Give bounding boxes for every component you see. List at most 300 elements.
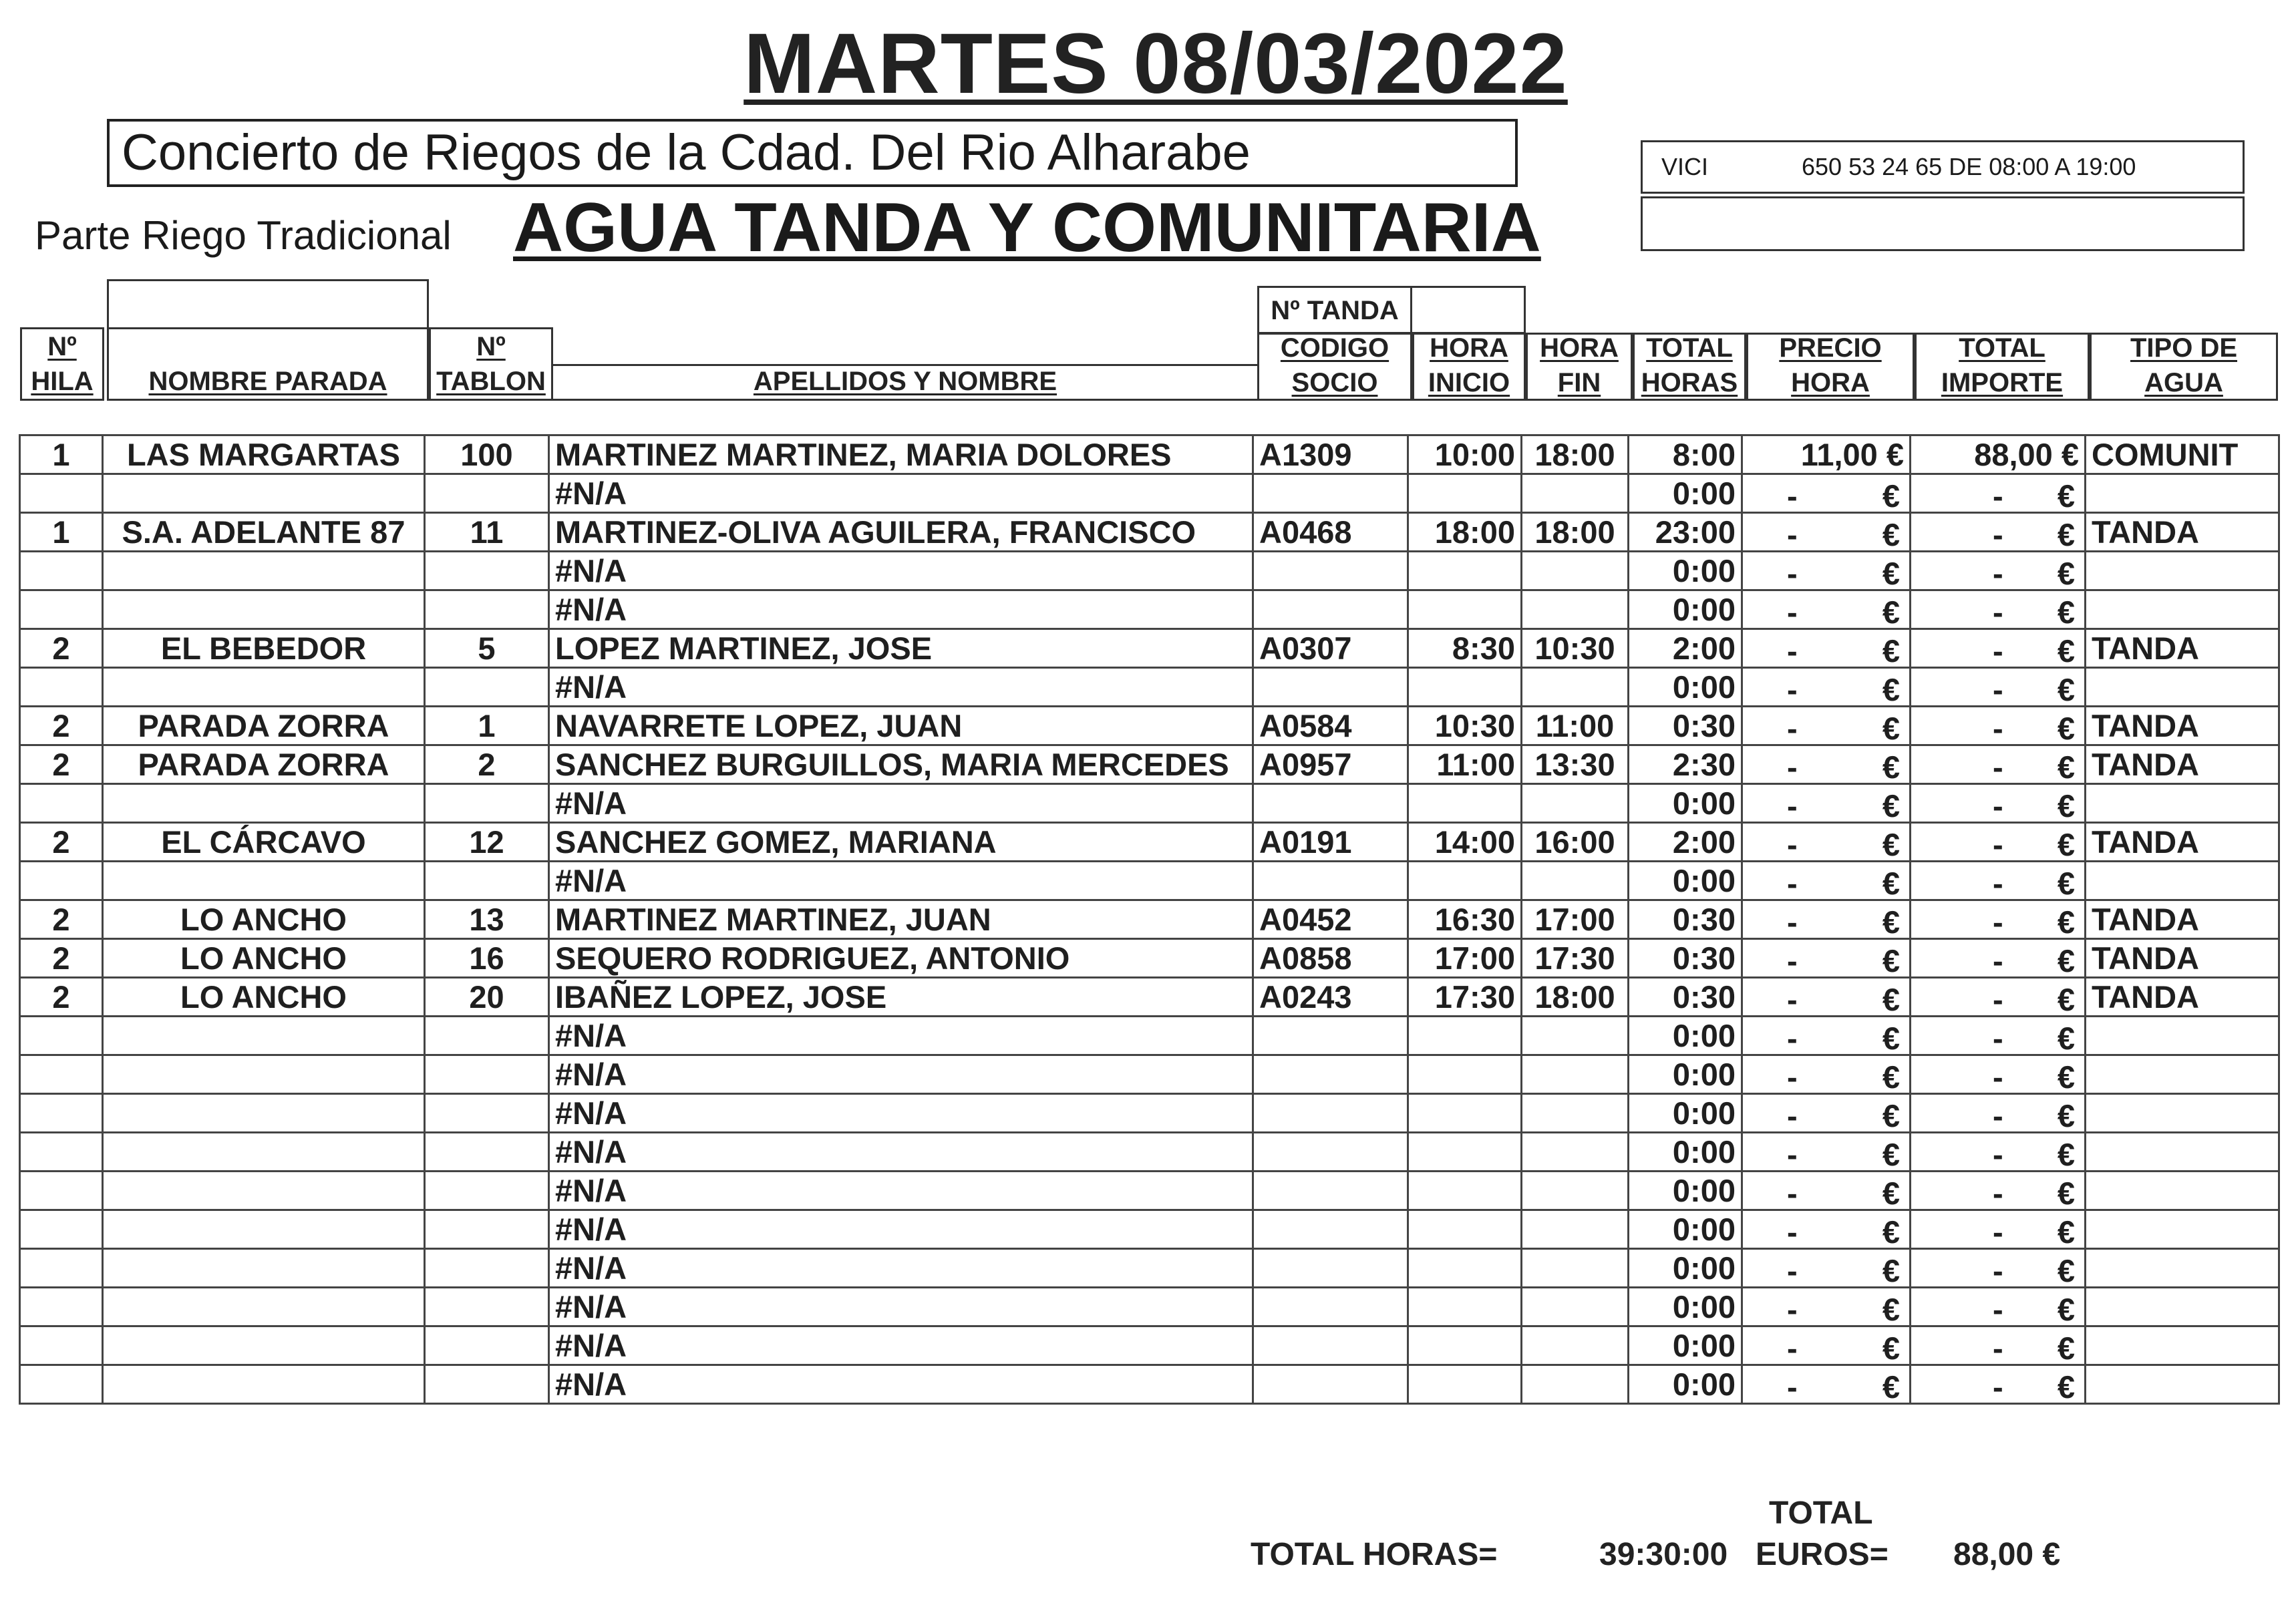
cell-hora-fin [1522, 1288, 1629, 1326]
cell-precio-hora [1742, 629, 1911, 668]
cell-tablon [425, 1017, 549, 1055]
cell-total-horas: 0:30 [1629, 900, 1742, 939]
header-inicio-1: HORA [1430, 333, 1508, 363]
cell-total-importe [1911, 474, 2086, 513]
cell-hila [20, 1094, 103, 1133]
cell-codigo [1253, 862, 1408, 900]
cell-nombre: NAVARRETE LOPEZ, JUAN [549, 707, 1253, 745]
cell-hora-inicio [1408, 1210, 1522, 1249]
cell-parada [103, 590, 425, 629]
table-row [20, 1210, 2279, 1249]
cell-tipo-agua: COMUNIT [2086, 435, 2279, 474]
cell-total-importe [1911, 1365, 2086, 1404]
cell-tablon: 100 [425, 435, 549, 474]
cell-precio-hora [1742, 1133, 1911, 1172]
cell-tablon: 16 [425, 939, 549, 978]
cell-total-horas: 0:00 [1629, 474, 1742, 513]
cell-precio-hora [1742, 668, 1911, 707]
header-codigo-3: SOCIO [1291, 368, 1378, 397]
cell-precio-hora [1742, 590, 1911, 629]
cell-nombre: #N/A [549, 1326, 1253, 1365]
cell-nombre: #N/A [549, 862, 1253, 900]
cell-nombre: #N/A [549, 1249, 1253, 1288]
cell-parada [103, 1055, 425, 1094]
cell-precio-hora [1742, 1017, 1911, 1055]
dash-placeholder: - [1993, 1176, 2003, 1210]
dash-placeholder: - [1787, 788, 1798, 823]
header-inicio-2: INICIO [1428, 368, 1510, 397]
euro-symbol: € [1882, 788, 1900, 823]
table-row [20, 513, 2279, 552]
cell-tablon [425, 552, 549, 590]
cell-parada: PARADA ZORRA [103, 707, 425, 745]
header-precio-2: HORA [1791, 368, 1870, 397]
cell-hora-inicio [1408, 590, 1522, 629]
cell-precio-hora [1742, 939, 1911, 978]
cell-nombre: MARTINEZ-OLIVA AGUILERA, FRANCISCO [549, 513, 1253, 552]
cell-hora-fin: 18:00 [1522, 513, 1629, 552]
cell-tablon: 20 [425, 978, 549, 1017]
table-row [20, 900, 2279, 939]
euro-symbol: € [2057, 1253, 2075, 1288]
header-tablon-1: Nº [476, 332, 506, 361]
table-row [20, 552, 2279, 590]
cell-precio-hora [1742, 474, 1911, 513]
cell-codigo: A0858 [1253, 939, 1408, 978]
cell-codigo [1253, 552, 1408, 590]
cell-total-importe [1911, 1094, 2086, 1133]
cell-hora-fin [1522, 1055, 1629, 1094]
total-euros-value: 88,00 € [1953, 1537, 2061, 1572]
euro-symbol: € [2057, 1330, 2075, 1365]
cell-hila [20, 590, 103, 629]
cell-tablon [425, 668, 549, 707]
dash-placeholder: - [1787, 1098, 1798, 1133]
cell-nombre: SEQUERO RODRIGUEZ, ANTONIO [549, 939, 1253, 978]
table-row [20, 1172, 2279, 1210]
cell-codigo: A0957 [1253, 745, 1408, 784]
cell-hora-inicio [1408, 1133, 1522, 1172]
table-row [20, 1094, 2279, 1133]
dash-placeholder: - [1993, 517, 2003, 552]
cell-tablon: 1 [425, 707, 549, 745]
total-horas-value: 39:30:00 [1599, 1537, 1728, 1572]
dash-placeholder: - [1993, 788, 2003, 823]
cell-tipo-agua: TANDA [2086, 900, 2279, 939]
cell-total-importe [1911, 745, 2086, 784]
dash-placeholder: - [1993, 866, 2003, 900]
cell-hila [20, 1055, 103, 1094]
table-row [20, 784, 2279, 823]
cell-total-importe [1911, 552, 2086, 590]
cell-nombre: #N/A [549, 1172, 1253, 1210]
cell-hora-fin: 16:00 [1522, 823, 1629, 862]
cell-precio-hora [1742, 823, 1911, 862]
cell-nombre: #N/A [549, 1055, 1253, 1094]
table-row [20, 707, 2279, 745]
cell-total-horas: 0:30 [1629, 978, 1742, 1017]
cell-total-horas: 8:00 [1629, 435, 1742, 474]
cell-hora-inicio [1408, 1365, 1522, 1404]
cell-tipo-agua [2086, 1365, 2279, 1404]
cell-hila: 2 [20, 823, 103, 862]
euro-symbol: € [1882, 1059, 1900, 1094]
cell-nombre: SANCHEZ BURGUILLOS, MARIA MERCEDES [549, 745, 1253, 784]
cell-parada: EL BEBEDOR [103, 629, 425, 668]
cell-precio-hora [1742, 784, 1911, 823]
dash-placeholder: - [1993, 1292, 2003, 1326]
table-row [20, 668, 2279, 707]
cell-total-importe [1911, 629, 2086, 668]
cell-hora-inicio [1408, 862, 1522, 900]
euro-symbol: € [2057, 1214, 2075, 1249]
cell-tablon [425, 862, 549, 900]
cell-nombre: #N/A [549, 1133, 1253, 1172]
cell-precio-hora [1742, 1249, 1911, 1288]
dash-placeholder: - [1993, 1098, 2003, 1133]
euro-symbol: € [2057, 1021, 2075, 1055]
cell-codigo: A0584 [1253, 707, 1408, 745]
cell-tipo-agua [2086, 1055, 2279, 1094]
euro-symbol: € [1882, 982, 1900, 1017]
cell-hora-inicio [1408, 1055, 1522, 1094]
cell-nombre: #N/A [549, 1288, 1253, 1326]
cell-tablon [425, 1172, 549, 1210]
euro-symbol: € [1882, 866, 1900, 900]
cell-total-importe [1911, 1172, 2086, 1210]
table-row [20, 1288, 2279, 1326]
table-row [20, 1365, 2279, 1404]
header-box-parada-top [107, 279, 429, 329]
cell-tipo-agua [2086, 1133, 2279, 1172]
cell-hora-fin: 18:00 [1522, 978, 1629, 1017]
cell-parada [103, 1365, 425, 1404]
euro-symbol: € [1882, 672, 1900, 707]
cell-codigo: A0468 [1253, 513, 1408, 552]
cell-hila: 1 [20, 513, 103, 552]
cell-codigo [1253, 1288, 1408, 1326]
cell-tipo-agua [2086, 1017, 2279, 1055]
header-tipo-2: AGUA [2144, 368, 2223, 397]
cell-hila: 2 [20, 707, 103, 745]
cell-total-horas: 0:30 [1629, 707, 1742, 745]
cell-tablon [425, 1055, 549, 1094]
cell-total-horas: 0:00 [1629, 784, 1742, 823]
cell-parada: LAS MARGARTAS [103, 435, 425, 474]
contact-empty-box [1641, 196, 2245, 251]
dash-placeholder: - [1993, 982, 2003, 1017]
euro-symbol: € [1882, 1137, 1900, 1172]
cell-codigo [1253, 1094, 1408, 1133]
euro-symbol: € [2057, 1176, 2075, 1210]
cell-total-importe [1911, 513, 2086, 552]
euro-symbol: € [2057, 478, 2075, 513]
cell-nombre: #N/A [549, 1017, 1253, 1055]
cell-hora-fin: 18:00 [1522, 435, 1629, 474]
euro-symbol: € [1882, 749, 1900, 784]
cell-tablon [425, 1094, 549, 1133]
cell-hora-inicio [1408, 668, 1522, 707]
cell-parada [103, 1210, 425, 1249]
header-fin-1: HORA [1540, 333, 1619, 363]
cell-tipo-agua [2086, 590, 2279, 629]
cell-total-horas: 2:00 [1629, 823, 1742, 862]
cell-total-horas: 0:00 [1629, 668, 1742, 707]
euro-symbol: € [1882, 1369, 1900, 1404]
cell-hila [20, 1326, 103, 1365]
cell-total-importe [1911, 590, 2086, 629]
dash-placeholder: - [1787, 1292, 1798, 1326]
cell-hora-fin [1522, 1210, 1629, 1249]
cell-hora-inicio: 14:00 [1408, 823, 1522, 862]
table-row [20, 590, 2279, 629]
cell-parada [103, 1326, 425, 1365]
dash-placeholder: - [1787, 1021, 1798, 1055]
cell-hora-inicio [1408, 1249, 1522, 1288]
euro-symbol: € [1882, 517, 1900, 552]
euro-symbol: € [1882, 1214, 1900, 1249]
dash-placeholder: - [1787, 556, 1798, 590]
dash-placeholder: - [1787, 827, 1798, 862]
cell-codigo [1253, 1210, 1408, 1249]
cell-precio-hora [1742, 862, 1911, 900]
cell-total-horas: 0:00 [1629, 552, 1742, 590]
cell-parada: LO ANCHO [103, 900, 425, 939]
table-row [20, 474, 2279, 513]
cell-hora-fin: 10:30 [1522, 629, 1629, 668]
euro-symbol: € [2057, 749, 2075, 784]
cell-precio-hora [1742, 1094, 1911, 1133]
cell-total-importe [1911, 1326, 2086, 1365]
table-row [20, 1249, 2279, 1288]
dash-placeholder: - [1787, 1059, 1798, 1094]
cell-tablon: 12 [425, 823, 549, 862]
cell-parada: PARADA ZORRA [103, 745, 425, 784]
cell-tipo-agua [2086, 1249, 2279, 1288]
euro-symbol: € [1882, 1292, 1900, 1326]
cell-total-importe [1911, 823, 2086, 862]
dash-placeholder: - [1787, 1330, 1798, 1365]
dash-placeholder: - [1787, 478, 1798, 513]
cell-total-horas: 0:00 [1629, 1249, 1742, 1288]
cell-tipo-agua: TANDA [2086, 629, 2279, 668]
cell-total-importe [1911, 1210, 2086, 1249]
table-row [20, 745, 2279, 784]
cell-total-importe [1911, 668, 2086, 707]
agua-type-title: AGUA TANDA Y COMUNITARIA [513, 189, 1541, 266]
euro-symbol: € [2057, 1137, 2075, 1172]
cell-hora-inicio: 8:30 [1408, 629, 1522, 668]
cell-total-importe [1911, 784, 2086, 823]
cell-hora-fin: 13:30 [1522, 745, 1629, 784]
cell-hila: 2 [20, 939, 103, 978]
cell-tipo-agua [2086, 552, 2279, 590]
euro-symbol: € [1882, 1330, 1900, 1365]
euro-symbol: € [1882, 1176, 1900, 1210]
cell-tipo-agua [2086, 1326, 2279, 1365]
euro-symbol: € [2057, 1059, 2075, 1094]
cell-hora-inicio [1408, 552, 1522, 590]
cell-hila [20, 1172, 103, 1210]
cell-total-importe [1911, 939, 2086, 978]
cell-hora-inicio: 10:00 [1408, 435, 1522, 474]
cell-hila [20, 552, 103, 590]
cell-nombre: LOPEZ MARTINEZ, JOSE [549, 629, 1253, 668]
cell-tipo-agua [2086, 474, 2279, 513]
cell-total-horas: 0:00 [1629, 1326, 1742, 1365]
cell-codigo [1253, 668, 1408, 707]
cell-total-horas: 0:00 [1629, 1094, 1742, 1133]
table-row [20, 978, 2279, 1017]
cell-parada [103, 1017, 425, 1055]
cell-codigo [1253, 1326, 1408, 1365]
header-box-inicio-top [1412, 286, 1526, 334]
dash-placeholder: - [1993, 1137, 2003, 1172]
cell-codigo [1253, 1055, 1408, 1094]
cell-total-horas: 0:00 [1629, 1055, 1742, 1094]
table-row [20, 1133, 2279, 1172]
cell-tipo-agua [2086, 1094, 2279, 1133]
cell-tablon [425, 1133, 549, 1172]
cell-total-importe [1911, 862, 2086, 900]
cell-codigo: A0452 [1253, 900, 1408, 939]
dash-placeholder: - [1993, 1369, 2003, 1404]
cell-precio-hora [1742, 745, 1911, 784]
dash-placeholder: - [1787, 982, 1798, 1017]
euro-symbol: € [2057, 711, 2075, 745]
cell-hila [20, 1017, 103, 1055]
cell-total-horas: 2:30 [1629, 745, 1742, 784]
header-horas-2: HORAS [1641, 368, 1738, 397]
contact-name: VICI [1661, 153, 1709, 180]
cell-nombre: #N/A [549, 474, 1253, 513]
dash-placeholder: - [1787, 517, 1798, 552]
cell-total-horas: 0:00 [1629, 1133, 1742, 1172]
euro-symbol: € [2057, 672, 2075, 707]
cell-hora-fin: 17:30 [1522, 939, 1629, 978]
cell-parada [103, 1094, 425, 1133]
cell-precio-hora [1742, 1326, 1911, 1365]
contact-box [1641, 140, 2245, 194]
cell-nombre: #N/A [549, 668, 1253, 707]
cell-nombre: #N/A [549, 590, 1253, 629]
cell-parada: S.A. ADELANTE 87 [103, 513, 425, 552]
cell-total-horas: 0:00 [1629, 1017, 1742, 1055]
dash-placeholder: - [1993, 827, 2003, 862]
dash-placeholder: - [1993, 594, 2003, 629]
cell-total-importe [1911, 978, 2086, 1017]
dash-placeholder: - [1787, 633, 1798, 668]
cell-nombre: SANCHEZ GOMEZ, MARIANA [549, 823, 1253, 862]
cell-hora-fin [1522, 1326, 1629, 1365]
cell-tablon: 5 [425, 629, 549, 668]
table-row [20, 435, 2279, 474]
cell-precio-hora [1742, 1055, 1911, 1094]
euro-symbol: € [2057, 827, 2075, 862]
cell-tipo-agua [2086, 862, 2279, 900]
cell-parada [103, 552, 425, 590]
cell-hora-fin [1522, 590, 1629, 629]
cell-tablon: 2 [425, 745, 549, 784]
cell-hora-inicio [1408, 1017, 1522, 1055]
cell-total-horas: 0:00 [1629, 1172, 1742, 1210]
cell-hora-fin [1522, 474, 1629, 513]
cell-tipo-agua: TANDA [2086, 707, 2279, 745]
cell-hila [20, 1288, 103, 1326]
cell-precio-hora [1742, 1172, 1911, 1210]
cell-codigo [1253, 784, 1408, 823]
cell-hora-fin [1522, 862, 1629, 900]
cell-hora-fin [1522, 668, 1629, 707]
header-codigo-1: Nº TANDA [1271, 296, 1399, 325]
cell-codigo: A0191 [1253, 823, 1408, 862]
cell-codigo [1253, 1133, 1408, 1172]
cell-parada: LO ANCHO [103, 978, 425, 1017]
cell-hora-fin [1522, 1365, 1629, 1404]
total-horas-label: TOTAL HORAS= [1251, 1537, 1498, 1572]
cell-tablon [425, 1365, 549, 1404]
cell-total-horas: 0:00 [1629, 862, 1742, 900]
irrigation-table [19, 434, 2280, 1405]
cell-hora-inicio: 11:00 [1408, 745, 1522, 784]
euro-symbol: € [1882, 633, 1900, 668]
cell-parada [103, 1288, 425, 1326]
euro-symbol: € [2057, 943, 2075, 978]
dash-placeholder: - [1787, 594, 1798, 629]
table-body [20, 435, 2279, 1404]
cell-hila [20, 1249, 103, 1288]
header-horas-1: TOTAL [1646, 333, 1733, 363]
euro-symbol: € [1882, 1098, 1900, 1133]
cell-hora-inicio: 10:30 [1408, 707, 1522, 745]
cell-codigo [1253, 1365, 1408, 1404]
cell-hora-fin [1522, 1249, 1629, 1288]
cell-hila: 2 [20, 900, 103, 939]
cell-hila: 2 [20, 629, 103, 668]
dash-placeholder: - [1993, 1021, 2003, 1055]
cell-tablon: 13 [425, 900, 549, 939]
dash-placeholder: - [1993, 478, 2003, 513]
header-precio-1: PRECIO [1779, 333, 1882, 363]
dash-placeholder: - [1787, 672, 1798, 707]
header-tipo-1: TIPO DE [2130, 333, 2238, 363]
cell-total-horas: 0:00 [1629, 590, 1742, 629]
cell-parada: LO ANCHO [103, 939, 425, 978]
cell-tablon [425, 1288, 549, 1326]
page-title: MARTES 08/03/2022 [744, 16, 1568, 112]
cell-tablon [425, 784, 549, 823]
cell-tipo-agua [2086, 784, 2279, 823]
cell-parada [103, 784, 425, 823]
cell-tipo-agua [2086, 1288, 2279, 1326]
concierto-title-box: Concierto de Riegos de la Cdad. Del Rio Alharabe [107, 119, 1518, 187]
header-codigo-2: CODIGO [1280, 333, 1389, 363]
header-parada: NOMBRE PARADA [148, 367, 387, 396]
cell-nombre: #N/A [549, 1365, 1253, 1404]
cell-codigo: A1309 [1253, 435, 1408, 474]
cell-hila [20, 1133, 103, 1172]
euro-symbol: € [1882, 827, 1900, 862]
cell-hora-fin [1522, 1133, 1629, 1172]
euro-symbol: € [1882, 594, 1900, 629]
euro-symbol: € [1882, 904, 1900, 939]
cell-total-importe [1911, 1249, 2086, 1288]
cell-codigo [1253, 474, 1408, 513]
euro-symbol: € [2057, 1292, 2075, 1326]
cell-precio-hora [1742, 1210, 1911, 1249]
euro-symbol: € [1882, 1253, 1900, 1288]
total-euros-label-top: TOTAL [1769, 1495, 1873, 1531]
